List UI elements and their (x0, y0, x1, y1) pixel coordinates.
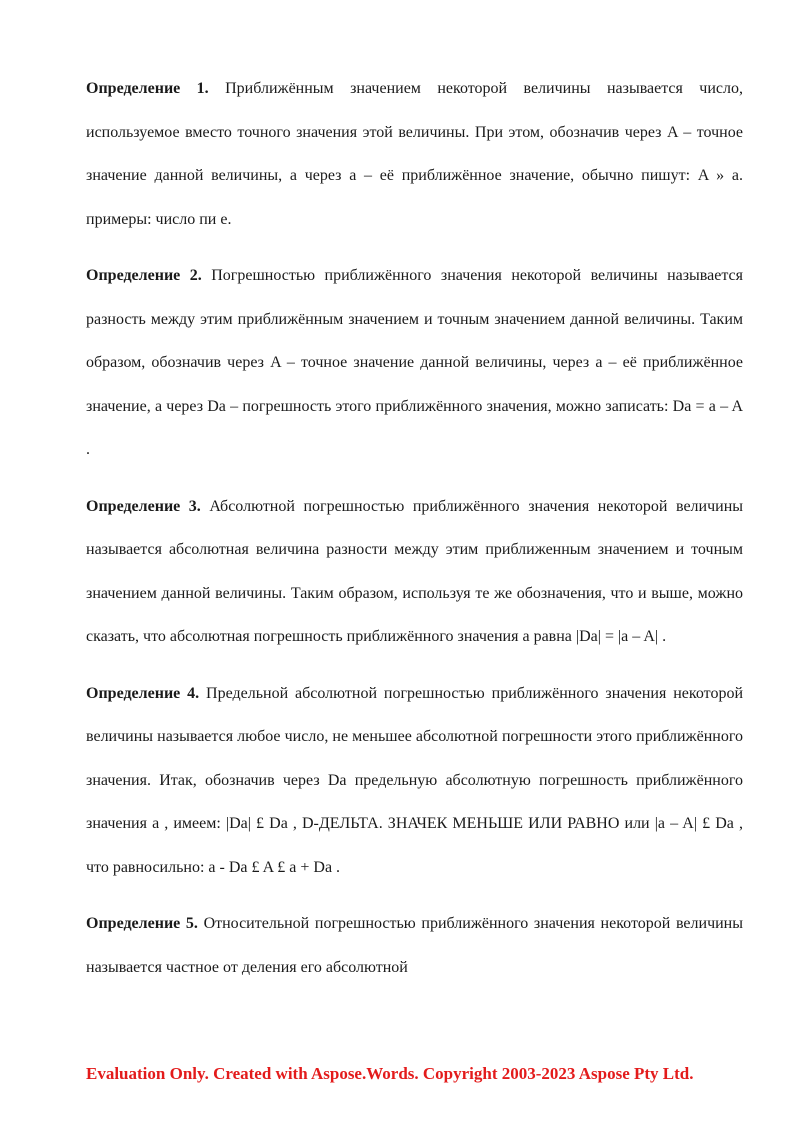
definition-5 (86, 902, 743, 989)
document-page (86, 67, 743, 1002)
definition-text: Погрешностью приближённого значения некоторой величины называется разность между этим приближённым значением и точным значением данной величины. Таким образом, обозначив через A – точное значение данной величины, через a – её приближённое значение, а через Da – погрешность этого приближённого значения, можно записать: Da = a – A . (86, 267, 744, 458)
definition-text: Абсолютной погрешностью приближённого значения некоторой величины называется абсолютная величина разности между этим приближенным значением и точным значением данной величины. Таким образом, используя те же обозначения, что и выше, можно сказать, что абсолютная погрешность приближённого значения a равна |Da| = |a – A| . (86, 497, 744, 645)
definition-text: Приближённым значением некоторой величины называется число, используемое вместо точного значения этой величины. При этом, обозначив через A – точное значение данной величины, а через a – её приближённое значение, обычно пишут: A » a. примеры: число пи е. (86, 80, 743, 228)
watermark-text: Evaluation Only. Created with Aspose.Words. Copyright 2003-2023 Aspose Pty Ltd. (86, 1064, 694, 1083)
definition-1 (86, 67, 743, 241)
definition-term: Определение 3. (86, 497, 201, 515)
definition-2 (86, 254, 743, 472)
definition-text: Предельной абсолютной погрешностью приближённого значения некоторой величины называется любое число, не меньшее абсолютной погрешности этого приближённого значения. Итак, обозначив через Da предельную абсолютную погрешность приближённого значения a , имеем: |Da| £ Da , D-ДЕЛЬТА. ЗНАЧЕК МЕНЬШЕ ИЛИ РАВНО или |a – A| £ Da , что равносильно: a - Da £ A £ a + Da . (86, 684, 744, 876)
definition-term: Определение 2. (86, 267, 202, 284)
definition-term: Определение 1. (86, 80, 209, 97)
definition-term: Определение 5. (86, 915, 198, 932)
evaluation-watermark (86, 1063, 743, 1083)
definition-3 (86, 485, 743, 659)
definition-term: Определение 4. (86, 684, 200, 702)
definition-text: Относительной погрешностью приближённого значения некоторой величины называется частное от деления его абсолютной (86, 915, 743, 976)
definition-4 (86, 672, 743, 890)
